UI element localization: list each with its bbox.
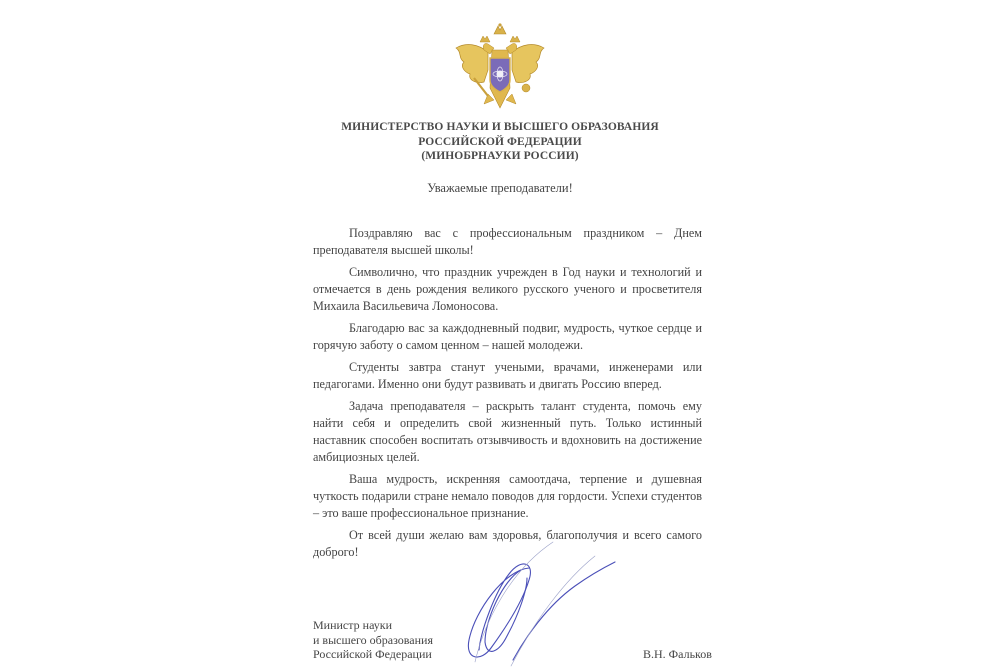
letter-paragraph: Поздравляю вас с профессиональным праздником – Днем преподавателя высшей школы! [313, 226, 702, 257]
letter-paragraph: Символично, что праздник учрежден в Год науки и технологий и отмечается в день рождения великого русского ученого и просветителя Михаила Васильевича Ломоносова. [313, 265, 702, 313]
handwritten-signature [455, 540, 625, 667]
ministry-line: МИНИСТЕРСТВО НАУКИ И ВЫСШЕГО ОБРАЗОВАНИЯ [341, 121, 659, 133]
signatory-title-line: Российской Федерации [313, 647, 432, 661]
letter-paragraph: Студенты завтра станут учеными, врачами, инженерами или педагогами. Именно они будут развивать и двигать Россию вперед. [313, 360, 702, 391]
ministry-line: (МИНОБРНАУКИ РОССИИ) [421, 150, 579, 162]
letter-paragraph: Благодарю вас за каждодневный подвиг, мудрость, чуткое сердце и горячую заботу о самом ценном – нашей молодежи. [313, 321, 702, 352]
signatory-name: В.Н. Фальков [643, 647, 712, 661]
signatory-title-line: и высшего образования [313, 632, 433, 647]
signatory-title-line: Министр науки [313, 618, 393, 632]
letter-paragraph: Ваша мудрость, искренняя самоотдача, терпение и душевная чуткость подарили стране немало поводов для гордости. Успехи студентов – это ваше профессиональное признание. [313, 472, 702, 520]
letter-body [313, 225, 702, 566]
salutation: Уважаемые преподаватели! [427, 181, 573, 195]
signatory-title [313, 618, 433, 662]
letter-paragraph: Задача преподавателя – раскрыть талант студента, помочь ему найти себя и определить свой жизненный путь. Только истинный наставник способен воспитать отзывчивость и вдохновить на достижение амбициозных целей. [313, 399, 702, 464]
ministry-line: РОССИЙСКОЙ ФЕДЕРАЦИИ [418, 135, 582, 148]
state-emblem-icon [448, 22, 552, 114]
letter-paragraph: От всей души желаю вам здоровья, благополучия и всего самого доброго! [313, 528, 702, 559]
ministry-header [300, 120, 700, 164]
